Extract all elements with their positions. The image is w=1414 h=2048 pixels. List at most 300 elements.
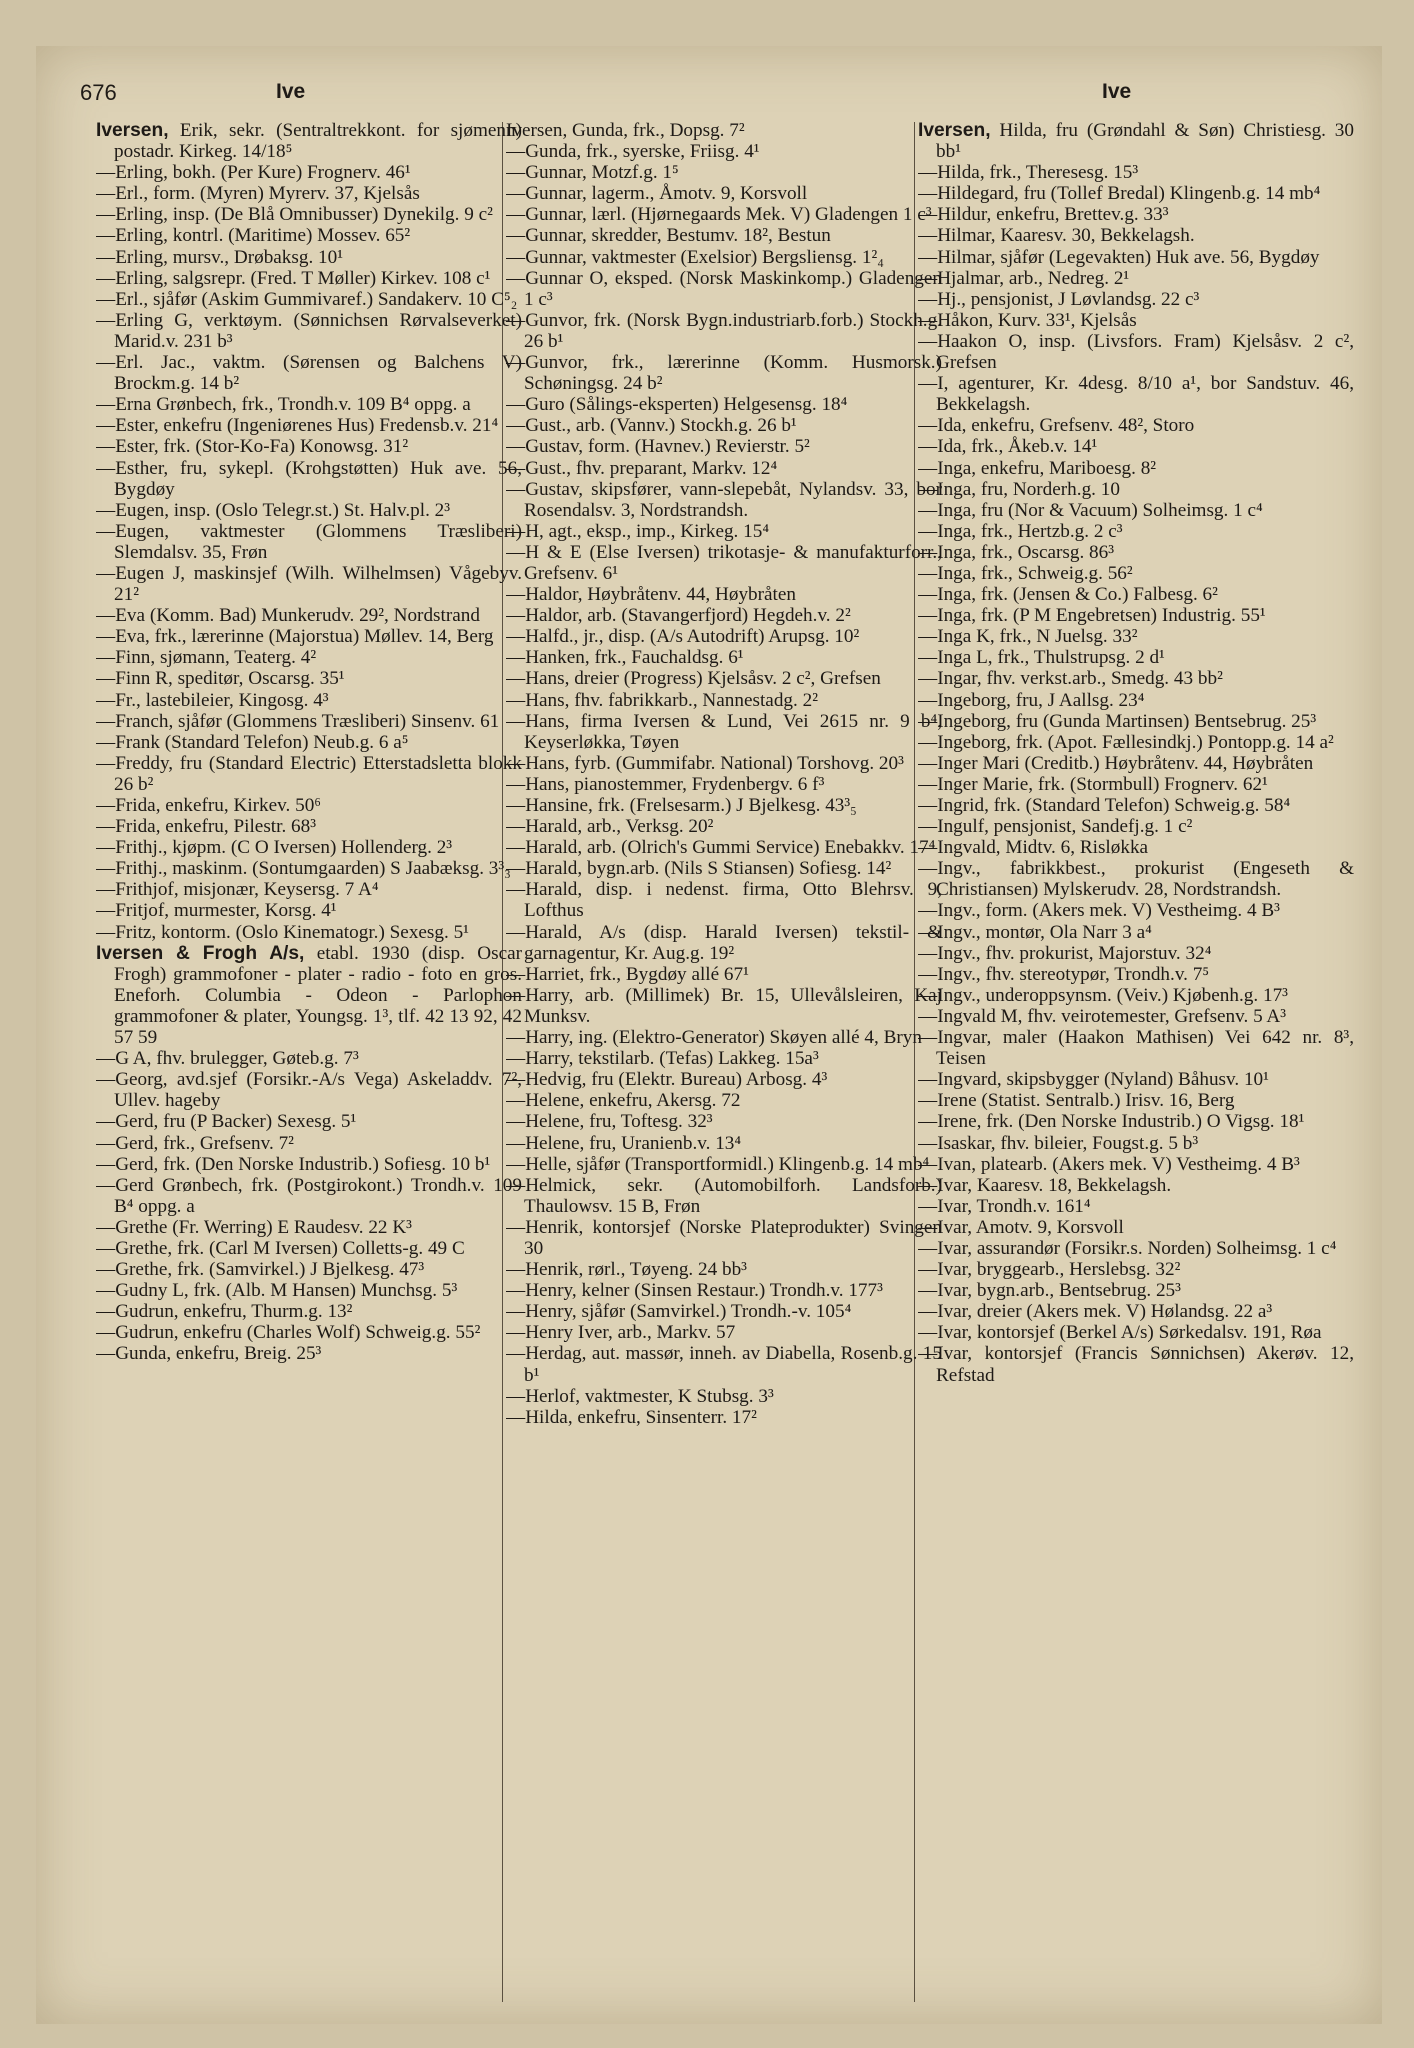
- entry-text: —Ingv., form. (Akers mek. V) Vestheimg. 4 B³: [918, 900, 1280, 922]
- directory-entry: [918, 1259, 1354, 1280]
- directory-entry: [506, 1027, 942, 1048]
- directory-entry: [506, 837, 942, 858]
- directory-entry: [506, 162, 942, 183]
- directory-entry: [918, 1280, 1354, 1301]
- directory-entry: [506, 542, 942, 584]
- directory-entry: [918, 1175, 1354, 1196]
- directory-entry: [506, 605, 942, 626]
- entry-text: —Gunnar, skredder, Bestumv. 18², Bestun: [506, 225, 831, 247]
- entry-text: —Grethe, frk. (Samvirkel.) J Bjelkesg. 47³: [96, 1259, 425, 1281]
- entry-text: —Gustav, form. (Havnev.) Revierstr. 5²: [506, 436, 810, 458]
- directory-entry: [918, 858, 1354, 900]
- directory-entry: [96, 1133, 522, 1154]
- entry-text: —Ingv., fabrikkbest., prokurist (Engeseth & Christiansen) Mylskerudv. 28, Nordstrandsh.: [918, 858, 1354, 901]
- entry-text: —G A, fhv. brulegger, Gøteb.g. 7³: [96, 1048, 359, 1070]
- directory-entry: [918, 268, 1354, 289]
- entry-text: —Henry Iver, arb., Markv. 57: [506, 1322, 736, 1344]
- directory-entry: [96, 500, 522, 521]
- entry-text: —Inga, frk. (Jensen & Co.) Falbesg. 6²: [918, 584, 1218, 606]
- entry-text: —Inga K, frk., N Juelsg. 33²: [918, 626, 1138, 648]
- entry-text: —Isaskar, fhv. bileier, Fougst.g. 5 b³: [918, 1132, 1199, 1154]
- entry-text: —Finn R, speditør, Oscarsg. 35¹: [96, 668, 345, 690]
- directory-entry: [918, 1027, 1354, 1069]
- entry-text: —Harald, bygn.arb. (Nils S Stiansen) Sofiesg. 14²: [506, 858, 892, 880]
- entry-text: —Erling, kontrl. (Maritime) Mossev. 65²: [96, 225, 411, 247]
- entry-text: —Ingvald, Midtv. 6, Risløkka: [918, 837, 1149, 859]
- entry-text: —H & E (Else Iversen) trikotasje- & manufakturforr., Grefsenv. 6¹: [506, 541, 942, 584]
- entry-text: —Harriet, frk., Bygdøy allé 67¹: [506, 963, 749, 985]
- directory-entry: [96, 1111, 522, 1132]
- directory-entry: [918, 1301, 1354, 1322]
- page-number: 676: [80, 80, 117, 105]
- entry-text: —Frank (Standard Telefon) Neub.g. 6 a⁵: [96, 731, 409, 753]
- entry-text: —Erling, mursv., Drøbaksg. 10¹: [96, 246, 343, 268]
- entry-text: —Irene, frk. (Den Norske Industrib.) O Vigsg. 18¹: [918, 1111, 1305, 1133]
- directory-entry: [506, 816, 942, 837]
- entry-text: —Hilmar, sjåfør (Legevakten) Huk ave. 56, Bygdøy: [918, 246, 1320, 268]
- directory-entry: [506, 1111, 942, 1132]
- directory-entry: [506, 436, 942, 457]
- directory-entry: [918, 500, 1354, 521]
- directory-entry: [96, 310, 522, 352]
- entry-text: —Hanken, frk., Fauchaldsg. 6¹: [506, 647, 744, 669]
- directory-entry: [506, 352, 942, 394]
- entry-text: —Freddy, fru (Standard Electric) Etterstadsletta blokk 26 b²: [96, 752, 522, 795]
- entry-text: —Helene, fru, Toftesg. 32³: [506, 1111, 713, 1133]
- entry-text: —Frida, enkefru, Kirkev. 50⁶: [96, 795, 321, 816]
- entry-text: —Henry, kelner (Sinsen Restaur.) Trondh.v. 177³: [506, 1280, 883, 1302]
- directory-entry: [506, 964, 942, 985]
- entry-text: —Fritz, kontorm. (Oslo Kinematogr.) Sexesg. 5¹: [96, 921, 469, 943]
- directory-entry: [506, 1343, 942, 1385]
- entry-text: —Franch, sjåfør (Glommens Træsliberi) Sinsenv. 61: [96, 710, 500, 732]
- directory-entry: [96, 204, 522, 225]
- directory-entry: [506, 1133, 942, 1154]
- directory-entry: [506, 668, 942, 689]
- entry-text: —Esther, fru, sykepl. (Krohgstøtten) Huk ave. 56, Bygdøy: [96, 457, 522, 500]
- directory-entry: [918, 985, 1354, 1006]
- directory-entry: [96, 563, 522, 605]
- entry-text: —Ivan, platearb. (Akers mek. V) Vestheimg. 4 B³: [918, 1153, 1300, 1175]
- entry-text: —Ingv., fhv. stereotypør, Trondh.v. 7⁵: [918, 963, 1210, 985]
- entry-text: —Gudrun, enkefru (Charles Wolf) Schweig.g. 55²: [96, 1322, 481, 1344]
- directory-entry: [918, 542, 1354, 563]
- directory-entry: [918, 964, 1354, 985]
- entry-text: —Ingar, fhv. verkst.arb., Smedg. 43 bb²: [918, 668, 1223, 690]
- column-1: [96, 120, 522, 2010]
- directory-entry: [506, 120, 942, 141]
- entry-text: —Harald, arb. (Olrich's Gummi Service) Enebakkv. 17⁴: [506, 837, 936, 859]
- directory-entry: [918, 521, 1354, 542]
- directory-entry: [918, 584, 1354, 605]
- entry-text: —Gunnar, vaktmester (Exelsior) Bergsliensg. 1²₄: [506, 246, 884, 268]
- directory-entry: [918, 1322, 1354, 1343]
- entry-text: —Helene, enkefru, Akersg. 72: [506, 1090, 741, 1112]
- directory-entry: [96, 922, 522, 943]
- directory-entry: [96, 879, 522, 900]
- entry-text: —Hjalmar, arb., Nedreg. 2¹: [918, 267, 1130, 289]
- directory-entry: [96, 1280, 522, 1301]
- directory-entry: [506, 753, 942, 774]
- directory-entry: [506, 1154, 942, 1175]
- directory-entry: [918, 1196, 1354, 1217]
- entry-text: —Ingvar, maler (Haakon Mathisen) Vei 642 nr. 8³, Teisen: [918, 1027, 1354, 1070]
- directory-entry: [918, 711, 1354, 732]
- directory-entry: [506, 1280, 942, 1301]
- directory-entry: [918, 1343, 1354, 1385]
- entry-text: —Eva (Komm. Bad) Munkerudv. 29², Nordstrand: [96, 605, 480, 627]
- directory-entry: [918, 1006, 1354, 1027]
- directory-entry: [506, 310, 942, 352]
- directory-entry: [918, 626, 1354, 647]
- directory-entry: [96, 795, 522, 816]
- entry-text: —Gunda, enkefru, Breig. 25³: [96, 1343, 322, 1365]
- directory-entry: [918, 204, 1354, 225]
- directory-entry: [96, 626, 522, 647]
- directory-entry: [506, 626, 942, 647]
- entry-text: —Ester, enkefru (Ingeniørenes Hus) Fredensb.v. 21⁴: [96, 415, 499, 437]
- directory-entry: [96, 436, 522, 457]
- entry-text: —Grethe, frk. (Carl M Iversen) Colletts-g. 49 C: [96, 1237, 465, 1259]
- directory-entry: [918, 415, 1354, 436]
- directory-entry: [506, 1069, 942, 1090]
- directory-entry: [96, 1217, 522, 1238]
- directory-entry: [918, 1069, 1354, 1090]
- entry-text: —Ivar, Kaaresv. 18, Bekkelagsh.: [918, 1174, 1172, 1196]
- directory-entry: [918, 289, 1354, 310]
- directory-entry: [918, 668, 1354, 689]
- directory-entry: [96, 1259, 522, 1280]
- entry-text: —Ivar, Trondh.v. 161⁴: [918, 1195, 1091, 1217]
- entry-text: —Ida, frk., Åkeb.v. 14¹: [918, 436, 1098, 458]
- directory-entry: [918, 225, 1354, 246]
- entry-text: —Inga, fru (Nor & Vacuum) Solheimsg. 1 c⁴: [918, 499, 1263, 521]
- entry-heading: Iversen & Frogh A/s,: [96, 942, 305, 964]
- directory-entry: [96, 521, 522, 563]
- entry-text: —Hans, fyrb. (Gummifabr. National) Torshovg. 20³: [506, 752, 904, 774]
- page-header: [36, 46, 1382, 116]
- entry-text: —Gerd Grønbech, frk. (Postgirokont.) Trondh.v. 109 B⁴ oppg. a: [96, 1174, 522, 1217]
- entry-text: —Ingulf, pensjonist, Sandefj.g. 1 c²: [918, 816, 1193, 838]
- directory-entry: [96, 1238, 522, 1259]
- entry-text: —Inger Mari (Creditb.) Høybråtenv. 44, Høybråten: [918, 752, 1314, 774]
- directory-entry: [918, 605, 1354, 626]
- directory-entry: [96, 753, 522, 795]
- entry-text: —Erling, insp. (De Blå Omnibusser) Dynekilg. 9 c²: [96, 204, 493, 226]
- column-2: [506, 120, 942, 2010]
- entry-text: —Harald, arb., Verksg. 20²: [506, 816, 714, 838]
- entry-text: —Inga, frk., Hertzb.g. 2 c³: [918, 520, 1123, 542]
- directory-entry: [918, 1154, 1354, 1175]
- directory-entry: [506, 774, 942, 795]
- directory-entry: [918, 753, 1354, 774]
- entry-text: —Inger Marie, frk. (Stormbull) Frognerv. 62¹: [918, 773, 1268, 795]
- entry-text: —Inga, frk., Oscarsg. 86³: [918, 541, 1114, 563]
- directory-entry: [506, 1175, 942, 1217]
- directory-entry: [96, 1069, 522, 1111]
- entry-text: —Ivar, bygn.arb., Bentsebrug. 25³: [918, 1280, 1181, 1302]
- entry-text: Erik, sekr. (Sentraltrekkont. for sjømenn) postadr. Kirkeg. 14/18⁵: [114, 120, 522, 163]
- entry-text: —Finn, sjømann, Teaterg. 4²: [96, 647, 317, 669]
- directory-entry: [96, 162, 522, 183]
- entry-text: —Erl. Jac., vaktm. (Sørensen og Balchens V) Brockm.g. 14 b²: [96, 352, 522, 395]
- entry-text: —Inga, enkefru, Mariboesg. 8²: [918, 457, 1157, 479]
- directory-entry: [96, 415, 522, 436]
- directory-entry: [918, 900, 1354, 921]
- entry-text: —Halfd., jr., disp. (A/s Autodrift) Arupsg. 10²: [506, 626, 860, 648]
- entry-text: —Hans, fhv. fabrikkarb., Nannestadg. 2²: [506, 689, 818, 711]
- entry-text: —Ivar, assurandør (Forsikr.s. Norden) Solheimsg. 1 c⁴: [918, 1237, 1337, 1259]
- directory-entry: [918, 837, 1354, 858]
- entry-text: —Ingv., montør, Ola Narr 3 a⁴: [918, 921, 1152, 943]
- directory-entry: [918, 690, 1354, 711]
- entry-text: —Gunnar, lærl. (Hjørnegaards Mek. V) Gladengen 1 c³: [506, 204, 932, 226]
- directory-entry: [918, 647, 1354, 668]
- directory-entry: [506, 795, 942, 816]
- directory-entry: [506, 1386, 942, 1407]
- entry-text: —Haakon O, insp. (Livsfors. Fram) Kjelsåsv. 2 c², Grefsen: [918, 330, 1354, 374]
- directory-entry: [96, 1301, 522, 1322]
- directory-entry: [506, 1407, 942, 1428]
- entry-text: —Erling G, verktøym. (Sønnichsen Rørvalseverket) Marid.v. 231 b³: [96, 309, 522, 352]
- directory-entry: [506, 647, 942, 668]
- directory-entry: [96, 690, 522, 711]
- entry-text: —Ivar, dreier (Akers mek. V) Hølandsg. 22 a³: [918, 1301, 1273, 1323]
- entry-heading: Iversen,: [918, 120, 991, 141]
- directory-entry: [506, 985, 942, 1027]
- entry-text: —Ingeborg, fru (Gunda Martinsen) Bentsebrug. 25³: [918, 710, 1317, 732]
- directory-entry: [96, 816, 522, 837]
- entry-text: —Gunnar O, eksped. (Norsk Maskinkomp.) Gladengen 1 c³: [506, 267, 942, 310]
- entry-text: —Erl., form. (Myren) Myrerv. 37, Kjelsås: [96, 183, 420, 205]
- entry-text: —Harald, disp. i nedenst. firma, Otto Blehrsv. 9, Lofthus: [506, 879, 942, 922]
- entry-text: etabl. 1930 (disp. Oscar Frogh) grammofoner - plater - radio - foto en gros. Eneforh. Columbia - Odeon - Parlophon grammofoner & plater, Youngsg. 1³, tlf. 42 13 92, 42 57 59: [114, 942, 522, 1049]
- directory-entry: [918, 247, 1354, 268]
- directory-entry: [506, 204, 942, 225]
- directory-entry: [506, 1217, 942, 1259]
- directory-entry: [918, 1090, 1354, 1111]
- entry-text: —Harry, arb. (Millimek) Br. 15, Ullevålsleiren, Kaj Munksv.: [506, 984, 942, 1027]
- entry-text: —Erling, salgsrepr. (Fred. T Møller) Kirkev. 108 c¹: [96, 267, 491, 289]
- directory-entry: [918, 732, 1354, 753]
- entry-text: —Gust., fhv. preparant, Markv. 12⁴: [506, 457, 778, 479]
- entry-text: —Herlof, vaktmester, K Stubsg. 3³: [506, 1385, 774, 1407]
- directory-entry: [506, 858, 942, 879]
- directory-entry: [506, 479, 942, 521]
- directory-entry: [506, 1259, 942, 1280]
- entry-text: —Ingvard, skipsbygger (Nyland) Båhusv. 10¹: [918, 1069, 1269, 1091]
- directory-entry: [96, 900, 522, 921]
- entry-text: —Georg, avd.sjef (Forsikr.-A/s Vega) Askeladdv. 7², Ullev. hageby: [96, 1069, 522, 1112]
- entry-text: —Inga L, frk., Thulstrupsg. 2 d¹: [918, 647, 1165, 669]
- entry-text: —Ester, frk. (Stor-Ko-Fa) Konowsg. 31²: [96, 436, 409, 458]
- directory-entry: [918, 816, 1354, 837]
- entry-text: —Helene, fru, Uranienb.v. 13⁴: [506, 1132, 742, 1154]
- directory-entry: [918, 943, 1354, 964]
- directory-entry: [918, 774, 1354, 795]
- directory-entry: [96, 647, 522, 668]
- directory-entry: [506, 268, 942, 310]
- directory-entry: [96, 732, 522, 753]
- entry-text: —Harry, ing. (Elektro-Generator) Skøyen allé 4, Bryn: [506, 1027, 922, 1049]
- directory-entry: [96, 394, 522, 415]
- entry-text: —Inga, frk., Schweig.g. 56²: [918, 562, 1133, 584]
- entry-text: —Hansine, frk. (Frelsesarm.) J Bjelkesg. 43³₅: [506, 795, 857, 816]
- entry-text: —Gunnar, lagerm., Åmotv. 9, Korsvoll: [506, 183, 808, 205]
- directory-entry: [918, 479, 1354, 500]
- directory-entry: [918, 458, 1354, 479]
- entry-text: —Hans, pianostemmer, Frydenbergv. 6 f³: [506, 773, 825, 795]
- entry-text: —Guro (Sålings-eksperten) Helgesensg. 18⁴: [506, 394, 848, 416]
- entry-text: —Erl., sjåfør (Askim Gummivaref.) Sandakerv. 10 C⁵₂: [96, 288, 518, 310]
- directory-entry: [506, 584, 942, 605]
- entry-text: —Gudny L, frk. (Alb. M Hansen) Munchsg. 5³: [96, 1280, 458, 1302]
- directory-entry: [506, 1301, 942, 1322]
- directory-entry: [506, 394, 942, 415]
- directory-entry: [918, 373, 1354, 415]
- directory-entry: [918, 331, 1354, 373]
- directory-entry: [96, 1322, 522, 1343]
- entry-text: —Ingrid, frk. (Standard Telefon) Schweig.g. 58⁴: [918, 795, 1291, 816]
- entry-text: —Gunnar, Motzf.g. 1⁵: [506, 162, 679, 184]
- directory-entry: [918, 436, 1354, 457]
- entry-text: —Henry, sjåfør (Samvirkel.) Trondh.-v. 105⁴: [506, 1301, 852, 1323]
- directory-entry: [918, 795, 1354, 816]
- directory-entry: [96, 1175, 522, 1217]
- entry-text: —Ingeborg, fru, J Aallsg. 23⁴: [918, 689, 1145, 711]
- entry-text: —Gunvor, frk., lærerinne (Komm. Husmorsk.) Schøningsg. 24 b²: [506, 352, 942, 395]
- entry-text: —Hj., pensjonist, J Løvlandsg. 22 c³: [918, 288, 1200, 310]
- entry-text: —Hildur, enkefru, Brettev.g. 33³: [918, 204, 1169, 226]
- directory-entry: [96, 858, 522, 879]
- directory-entry: [506, 247, 942, 268]
- directory-entry: [918, 310, 1354, 331]
- entry-text: —Henrik, kontorsjef (Norske Plateprodukter) Svingen 30: [506, 1216, 942, 1259]
- directory-entry: [96, 183, 522, 204]
- entry-text: —Fritjof, murmester, Korsg. 4¹: [96, 900, 337, 922]
- directory-entry: [918, 162, 1354, 183]
- entry-text: —Gerd, frk. (Den Norske Industrib.) Sofiesg. 10 b¹: [96, 1153, 491, 1175]
- entry-text: —H, agt., eksp., imp., Kirkeg. 15⁴: [506, 520, 770, 542]
- left-header-keyword: Ive: [276, 80, 306, 103]
- entry-text: —Frithj., maskinm. (Sontumgaarden) S Jaabæksg. 3³₃: [96, 858, 511, 880]
- entry-text: —Frithjof, misjonær, Keysersg. 7 A⁴: [96, 879, 379, 901]
- directory-entry: [96, 268, 522, 289]
- directory-entry: [506, 458, 942, 479]
- directory-entry: [96, 225, 522, 246]
- entry-text: —Eugen, insp. (Oslo Telegr.st.) St. Halv.pl. 2³: [96, 499, 451, 521]
- entry-text: —Ivar, kontorsjef (Francis Sønnichsen) Akerøv. 12, Refstad: [918, 1343, 1354, 1386]
- entry-text: —Haldor, Høybråtenv. 44, Høybråten: [506, 584, 796, 606]
- directory-entry: [96, 668, 522, 689]
- directory-entry: [918, 1238, 1354, 1259]
- entry-text: —Haldor, arb. (Stavangerfjord) Hegdeh.v. 2²: [506, 605, 851, 627]
- entry-text: —Hilmar, Kaaresv. 30, Bekkelagsh.: [918, 225, 1195, 247]
- column-3: [918, 120, 1354, 2010]
- directory-entry: [96, 120, 522, 162]
- entry-text: —Herdag, aut. massør, inneh. av Diabella, Rosenb.g. 15 b¹: [506, 1343, 942, 1386]
- directory-entry: [506, 415, 942, 436]
- directory-entry: [918, 183, 1354, 204]
- directory-entry: [506, 879, 942, 921]
- directory-entry: [96, 943, 522, 1048]
- directory-entry: [506, 183, 942, 204]
- entry-text: —Gerd, fru (P Backer) Sexesg. 5¹: [96, 1111, 357, 1133]
- entry-text: —Frida, enkefru, Pilestr. 68³: [96, 816, 316, 838]
- directory-entry: [506, 521, 942, 542]
- directory-entry: [96, 289, 522, 310]
- entry-text: —Gust., arb. (Vannv.) Stockh.g. 26 b¹: [506, 415, 797, 437]
- directory-entry: [96, 605, 522, 626]
- entry-text: —Inga, frk. (P M Engebretsen) Industrig. 55¹: [918, 605, 1266, 627]
- directory-entry: [506, 690, 942, 711]
- entry-text: —Henrik, rørl., Tøyeng. 24 bb³: [506, 1259, 747, 1281]
- entry-text: —Hilda, enkefru, Sinsenterr. 17²: [506, 1406, 757, 1428]
- directory-entry: [918, 120, 1354, 162]
- entry-text: —Hedvig, fru (Elektr. Bureau) Arbosg. 4³: [506, 1069, 828, 1091]
- entry-text: —Frithj., kjøpm. (C O Iversen) Hollenderg. 2³: [96, 837, 453, 859]
- directory-entry: [96, 352, 522, 394]
- entry-text: —Harry, tekstilarb. (Tefas) Lakkeg. 15a³: [506, 1048, 819, 1070]
- entry-text: —Ivar, Amotv. 9, Korsvoll: [918, 1216, 1124, 1238]
- directory-entry: [96, 1154, 522, 1175]
- directory-entry: [506, 711, 942, 753]
- directory-entry: [506, 922, 942, 964]
- directory-entry: [918, 1111, 1354, 1132]
- entry-text: —Eugen J, maskinsjef (Wilh. Wilhelmsen) Vågebyv. 21²: [96, 562, 522, 606]
- entry-text: —Ingeborg, frk. (Apot. Fællesindkj.) Pontopp.g. 14 a²: [918, 731, 1334, 753]
- entry-text: Hilda, fru (Grøndahl & Søn) Christiesg. 30 bb¹: [936, 120, 1354, 163]
- directory-entry: [918, 1217, 1354, 1238]
- entry-text: —Fr., lastebileier, Kingosg. 4³: [96, 689, 329, 711]
- entry-text: —Hans, firma Iversen & Lund, Vei 2615 nr. 9 b⁴, Keyserløkka, Tøyen: [506, 710, 942, 753]
- directory-entry: [96, 711, 522, 732]
- entry-text: —Hilda, frk., Theresesg. 15³: [918, 162, 1139, 184]
- entry-text: —Gudrun, enkefru, Thurm.g. 13²: [96, 1301, 353, 1323]
- entry-text: —Harald, A/s (disp. Harald Iversen) tekstil- & garnagentur, Kr. Aug.g. 19²: [506, 921, 942, 964]
- directory-entry: [96, 837, 522, 858]
- directory-entry: [918, 563, 1354, 584]
- entry-text: —Ivar, kontorsjef (Berkel A/s) Sørkedalsv. 191, Røa: [918, 1322, 1322, 1344]
- entry-text: —Hans, dreier (Progress) Kjelsåsv. 2 c², Grefsen: [506, 668, 881, 690]
- directory-entry: [506, 141, 942, 162]
- entry-text: —Gerd, frk., Grefsenv. 7²: [96, 1132, 294, 1154]
- entry-text: —Ingv., fhv. prokurist, Majorstuv. 32⁴: [918, 942, 1212, 964]
- entry-text: —Helmick, sekr. (Automobilforh. Landsforb.) Thaulowsv. 15 B, Frøn: [506, 1174, 942, 1217]
- entry-text: —Helle, sjåfør (Transportformidl.) Klingenb.g. 14 mb⁴: [506, 1153, 930, 1175]
- right-header-keyword: Ive: [1102, 80, 1132, 103]
- entry-text: —Inga, fru, Norderh.g. 10: [918, 478, 1120, 500]
- directory-entry: [918, 922, 1354, 943]
- entry-text: —Gustav, skipsfører, vann-slepebåt, Nylandsv. 33, bor Rosendalsv. 3, Nordstrandsh.: [506, 478, 942, 521]
- entry-text: —Gunda, frk., syerske, Friisg. 4¹: [506, 141, 760, 163]
- directory-entry: [96, 458, 522, 500]
- directory-entry: [506, 1048, 942, 1069]
- entry-text: —Ida, enkefru, Grefsenv. 48², Storo: [918, 415, 1195, 437]
- directory-page: [36, 46, 1382, 2024]
- directory-entry: [506, 1322, 942, 1343]
- directory-entry: [506, 225, 942, 246]
- entry-text: —Ingvald M, fhv. veirotemester, Grefsenv. 5 A³: [918, 1005, 1287, 1027]
- entry-text: —Erling, bokh. (Per Kure) Frognerv. 46¹: [96, 162, 411, 184]
- entry-text: Iversen, Gunda, frk., Dopsg. 7²: [506, 120, 745, 141]
- entry-heading: Iversen,: [96, 120, 169, 141]
- entry-text: —Gunvor, frk. (Norsk Bygn.industriarb.forb.) Stockh.g. 26 b¹: [506, 309, 942, 352]
- directory-entry: [96, 1343, 522, 1364]
- directory-entry: [506, 1090, 942, 1111]
- entry-text: —Eugen, vaktmester (Glommens Træsliberi) Slemdalsv. 35, Frøn: [96, 520, 522, 563]
- directory-entry: [96, 1048, 522, 1069]
